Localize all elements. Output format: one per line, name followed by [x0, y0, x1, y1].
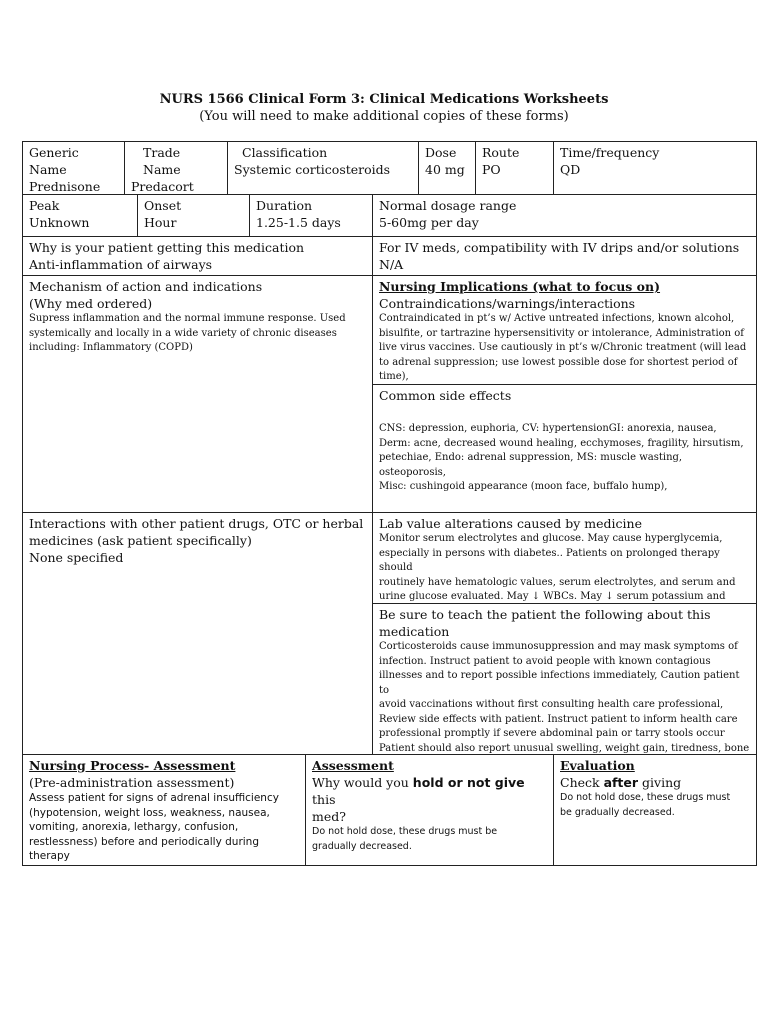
trade-name-cell: [125, 142, 227, 194]
interactions-label-cont: medicines (ask patient specifically): [29, 533, 252, 548]
patient-teaching-cell: [373, 604, 756, 754]
assessment-cell: [306, 755, 553, 865]
evaluation-text: Do not hold dose, these drugs must: [560, 792, 731, 803]
assessment-question-cont: med?: [312, 809, 346, 824]
iv-compatibility-label: For IV meds, compatibility with IV drips and/or solutions: [379, 240, 740, 255]
assessment-text: Do not hold dose, these drugs must be: [312, 826, 498, 837]
patient-teaching-text: professional promptly if severe abdominal pain or tarry stools occur: [379, 728, 725, 739]
contraindications-text: Contraindicated in pt’s w/ Active untreated infections, known alcohol,: [379, 313, 735, 324]
patient-teaching-text: infection. Instruct patient to avoid people with known contagious: [379, 655, 711, 667]
lab-alterations-label: Lab value alterations caused by medicine: [379, 516, 642, 531]
generic-name-value: Prednisone: [29, 179, 101, 194]
evaluation-check-emphasis: after: [603, 775, 639, 790]
evaluation-cell: [554, 755, 756, 865]
dose-label: Dose: [425, 145, 457, 160]
generic-name-cell: [23, 142, 124, 194]
side-effects-text: Derm: acne, decreased wound healing, ecchymoses, fragility, hirsutism,: [379, 437, 744, 449]
patient-teaching-text: Corticosteroids cause immunosuppression and may mask symptoms of: [379, 641, 738, 652]
evaluation-check: [560, 774, 750, 791]
classification-cell: [228, 142, 418, 194]
trade-name-value: Predacort: [131, 179, 194, 194]
interactions-label: Interactions with other patient drugs, OTC or herbal: [29, 516, 364, 531]
page-title: NURS 1566 Clinical Form 3: Clinical Medications Worksheets: [159, 92, 609, 107]
nursing-process-heading: Nursing Process- Assessment: [29, 758, 236, 773]
nursing-process-text: vomiting, anorexia, lethargy, confusion,: [29, 821, 239, 833]
normal-dosage-label: Normal dosage range: [379, 198, 517, 213]
mechanism-text: Supress inflammation and the normal immune response. Used: [29, 313, 346, 324]
duration-value: 1.25-1.5 days: [256, 215, 341, 230]
route-cell: [476, 142, 553, 194]
why-medication-cell: [23, 237, 372, 275]
nursing-process-text: therapy: [29, 850, 70, 862]
assessment-question: [312, 774, 547, 808]
frequency-value: QD: [560, 162, 581, 177]
nursing-process-sublabel: (Pre-administration assessment): [29, 775, 235, 790]
contraindications-cell: [373, 276, 756, 384]
peak-cell: [23, 195, 137, 236]
evaluation-check-post: giving: [638, 775, 682, 790]
frequency-label: Time/frequency: [560, 145, 660, 160]
onset-label: Onset: [144, 198, 182, 213]
lab-alterations-text: especially in persons with diabetes.. Patients on prolonged therapy should: [379, 547, 720, 573]
evaluation-check-pre: Check: [560, 775, 604, 790]
mechanism-cell: [23, 276, 372, 512]
evaluation-heading: Evaluation: [560, 758, 635, 773]
normal-dosage-cell: [373, 195, 756, 236]
dose-value: 40 mg: [425, 162, 465, 177]
classification-value: Systemic corticosteroids: [234, 162, 391, 177]
dose-cell: [419, 142, 475, 194]
route-label: Route: [482, 145, 520, 160]
side-effects-cell: [373, 385, 756, 512]
contraindications-text: to adrenal suppression; use lowest possible dose for shortest period of: [379, 356, 738, 368]
onset-value: Hour: [144, 215, 177, 230]
lab-alterations-text: urine glucose evaluated. May ↓ WBCs. May ↓ serum potassium and: [379, 591, 726, 602]
side-effects-text: petechiae, Endo: adrenal suppression, MS: muscle wasting, osteoporosis,: [379, 452, 683, 478]
why-medication-label: Why is your patient getting this medication: [29, 240, 305, 255]
route-value: PO: [482, 162, 501, 177]
nursing-process-text: restlessness) before and periodically during: [29, 835, 259, 848]
assessment-text: gradually decreased.: [312, 840, 412, 852]
interactions-value: None specified: [29, 550, 124, 565]
side-effects-text: Misc: cushingoid appearance (moon face, buffalo hump),: [379, 481, 668, 492]
mechanism-label: Mechanism of action and indications: [29, 279, 263, 294]
evaluation-text: be gradually decreased.: [560, 806, 675, 818]
page-subtitle: (You will need to make additional copies of these forms): [199, 109, 569, 124]
assessment-question-emphasis: hold or not give: [412, 775, 525, 790]
patient-teaching-label-cont: medication: [379, 624, 450, 639]
mechanism-text: systemically and locally in a wide variety of chronic diseases: [29, 327, 337, 339]
contraindications-text: bisulfite, or tartrazine hypersensitivity or intolerance, Administration of: [379, 327, 745, 339]
peak-label: Peak: [29, 198, 60, 213]
patient-teaching-text: avoid vaccinations without first consulting health care professional,: [379, 699, 724, 710]
interactions-cell: [23, 513, 372, 754]
patient-teaching-text: illnesses and to report possible infections immediately, Caution patient to: [379, 670, 740, 696]
mechanism-sublabel: (Why med ordered): [29, 296, 153, 311]
nursing-process-cell: [23, 755, 305, 865]
why-medication-value: Anti-inflammation of airways: [29, 257, 213, 272]
peak-value: Unknown: [29, 215, 90, 230]
onset-cell: [138, 195, 249, 236]
contraindications-label: Contraindications/warnings/interactions: [379, 296, 636, 311]
assessment-question-post: this: [312, 792, 336, 807]
contraindications-text: live virus vaccines. Use cautiously in pt’s w/Chronic treatment (will lead: [379, 342, 747, 353]
normal-dosage-value: 5-60mg per day: [379, 215, 479, 230]
generic-name-label: Generic Name: [29, 145, 79, 177]
patient-teaching-text: Review side effects with patient. Instruct patient to inform health care: [379, 713, 738, 725]
lab-alterations-text: routinely have hematologic values, serum electrolytes, and serum and: [379, 576, 736, 588]
nursing-process-text: (hypotension, weight loss, weakness, nausea,: [29, 806, 270, 819]
frequency-cell: [554, 142, 756, 194]
duration-cell: [250, 195, 372, 236]
side-effects-text: CNS: depression, euphoria, CV: hypertensionGI: anorexia, nausea,: [379, 423, 717, 434]
mechanism-text: including: Inflammatory (COPD): [29, 342, 193, 353]
iv-compatibility-value: N/A: [379, 257, 404, 272]
side-effects-label: Common side effects: [379, 388, 512, 403]
contraindications-text: time),: [379, 371, 409, 382]
iv-compatibility-cell: [373, 237, 756, 275]
assessment-heading: Assessment: [312, 758, 394, 773]
patient-teaching-label: Be sure to teach the patient the following about this: [379, 607, 711, 622]
patient-teaching-text: Patient should also report unusual swelling, weight gain, tiredness, bone: [379, 742, 750, 754]
nursing-process-text: Assess patient for signs of adrenal insufficiency: [29, 792, 279, 804]
classification-label: Classification: [242, 145, 328, 160]
duration-label: Duration: [256, 198, 313, 213]
trade-name-label: Trade Name: [143, 145, 181, 177]
lab-alterations-text: Monitor serum electrolytes and glucose. May cause hyperglycemia,: [379, 533, 723, 544]
lab-alterations-cell: [373, 513, 756, 603]
nursing-implications-heading: Nursing Implications (what to focus on): [379, 279, 661, 294]
assessment-question-pre: Why would you: [312, 775, 413, 790]
